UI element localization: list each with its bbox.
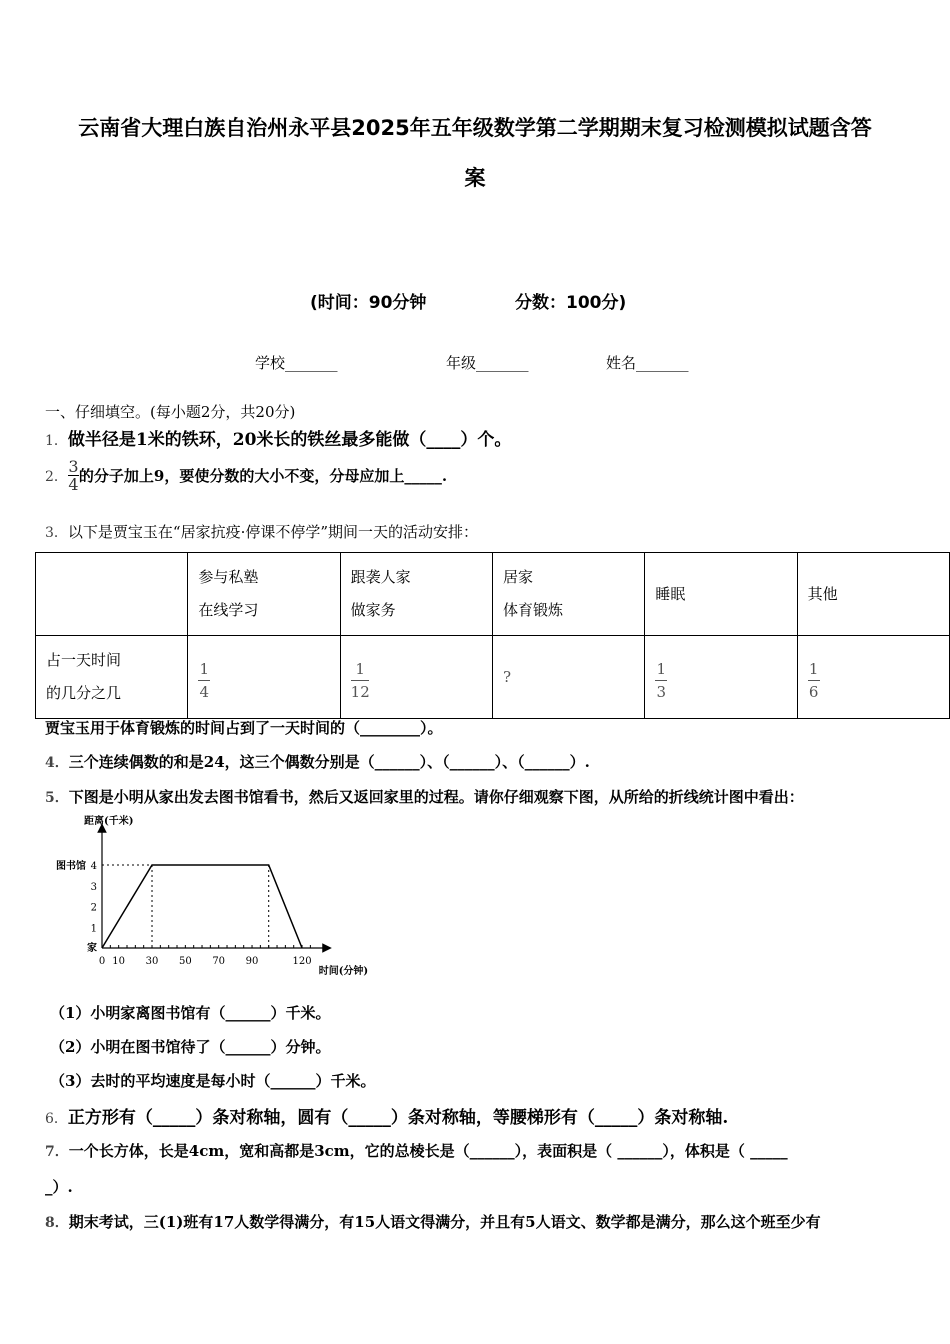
activity-table [35,552,950,719]
q1-text: 做半径是1米的铁环，20米长的铁丝最多能做（____）个。 [67,430,512,450]
x-tick-label: 0 [98,956,106,967]
y-tick-label-home: 家 [87,943,97,954]
x-axis-label: 时间(分钟) [318,966,369,977]
y-tick-label: 2 [90,902,97,914]
table-cell: $\frac{1}{4}$ [188,636,340,719]
q5-sub1: （1）小明家离图书馆有（______）千米。 [50,1004,331,1022]
table-row [36,636,950,719]
fraction-numerator: 3 [68,457,79,476]
x-tick-label: 70 [212,956,226,967]
q8-text: 期末考试，三(1)班有17人数学得满分，有15人语文得满分，并且有5人语文、数学都是满分，那么这个班至少有 [68,1213,821,1231]
y-tick-label: 1 [90,923,97,935]
q6-number: 6． [45,1111,68,1127]
q8-number: 8． [45,1215,69,1231]
x-tick-label: 30 [145,956,159,967]
y-axis-label: 距离(千米) [84,816,134,827]
q4-number: 4． [45,755,69,771]
q5-sub3: （3）去时的平均速度是每小时（______）千米。 [50,1072,376,1090]
table-header-row [36,553,950,636]
section-heading: 一、仔细填空。(每小题2分，共20分) [45,403,296,421]
q1-number: 1． [45,433,68,449]
q3-after: 贾宝玉用于体育锻炼的时间占到了一天时间的（________）。 [45,719,443,737]
table-cell: ? [493,636,645,719]
q2-number: 2． [45,468,68,485]
exam-score: 分数：100分) [515,293,627,313]
grade-field[interactable]: 年级_______ [446,354,529,372]
x-tick-label: 90 [245,956,259,967]
title-line1: 云南省大理白族自治州永平县2025年五年级数学第二学期期末复习检测模拟试题含答 [78,116,872,140]
table-header: 参与私塾 在线学习 [188,553,340,636]
distance-line [102,865,302,948]
q7-number: 7． [45,1144,69,1160]
y-tick-label: 3 [90,881,97,893]
q6-text: 正方形有（_____）条对称轴，圆有（_____）条对称轴，等腰梯形有（_____）条对称轴. [67,1108,729,1128]
table-header: 居家 体育锻炼 [493,553,645,636]
table-header: 睡眠 [645,553,797,636]
y-tick-label-library: 图书馆 [56,861,86,872]
title-line2: 案 [464,166,486,190]
q2-text: 的分子加上9，要使分数的大小不变，分母应加上_____. [78,467,448,485]
q7-text: 一个长方体，长是4cm，宽和高都是3cm，它的总棱长是（______），表面积是（ ______），体积是（ _____ [68,1142,788,1160]
q2-fraction [68,458,79,493]
table-header: 其他 [797,553,949,636]
name-field[interactable]: 姓名_______ [606,354,689,372]
fraction-denominator: 4 [68,475,79,494]
table-cell: $\frac{1}{6}$ [797,636,949,719]
exam-time: (时间：90分钟 [310,293,427,313]
q2 [45,458,447,493]
x-tick-label: 10 [112,956,126,967]
q3-number: 3． [45,525,68,541]
y-tick-label: 4 [90,861,97,872]
table-header: 跟袭人家 做家务 [340,553,492,636]
row-label: 占一天时间 的几分之几 [36,636,188,719]
x-tick-label: 120 [292,956,312,967]
q5-sub2: （2）小明在图书馆待了（______）分钟。 [50,1038,331,1056]
table-cell: $\frac{1}{3}$ [645,636,797,719]
q7-text-cont: _）. [45,1178,73,1196]
q5-text: 下图是小明从家出发去图书馆看书，然后又返回家里的过程。请你仔细观察下图，从所给的折线统计图中看出： [68,788,804,806]
q5-number: 5． [45,790,69,806]
table-cell: $\frac{1}{12}$ [340,636,492,719]
x-tick-label: 50 [178,956,192,967]
table-cell [36,553,188,636]
q4-text: 三个连续偶数的和是24，这三个偶数分别是（______）、（______）、（______）. [68,753,590,771]
school-field[interactable]: 学校_______ [255,354,338,372]
distance-time-chart [40,810,390,980]
q3-text: 以下是贾宝玉在“居家抗疫·停课不停学”期间一天的活动安排： [67,523,479,541]
